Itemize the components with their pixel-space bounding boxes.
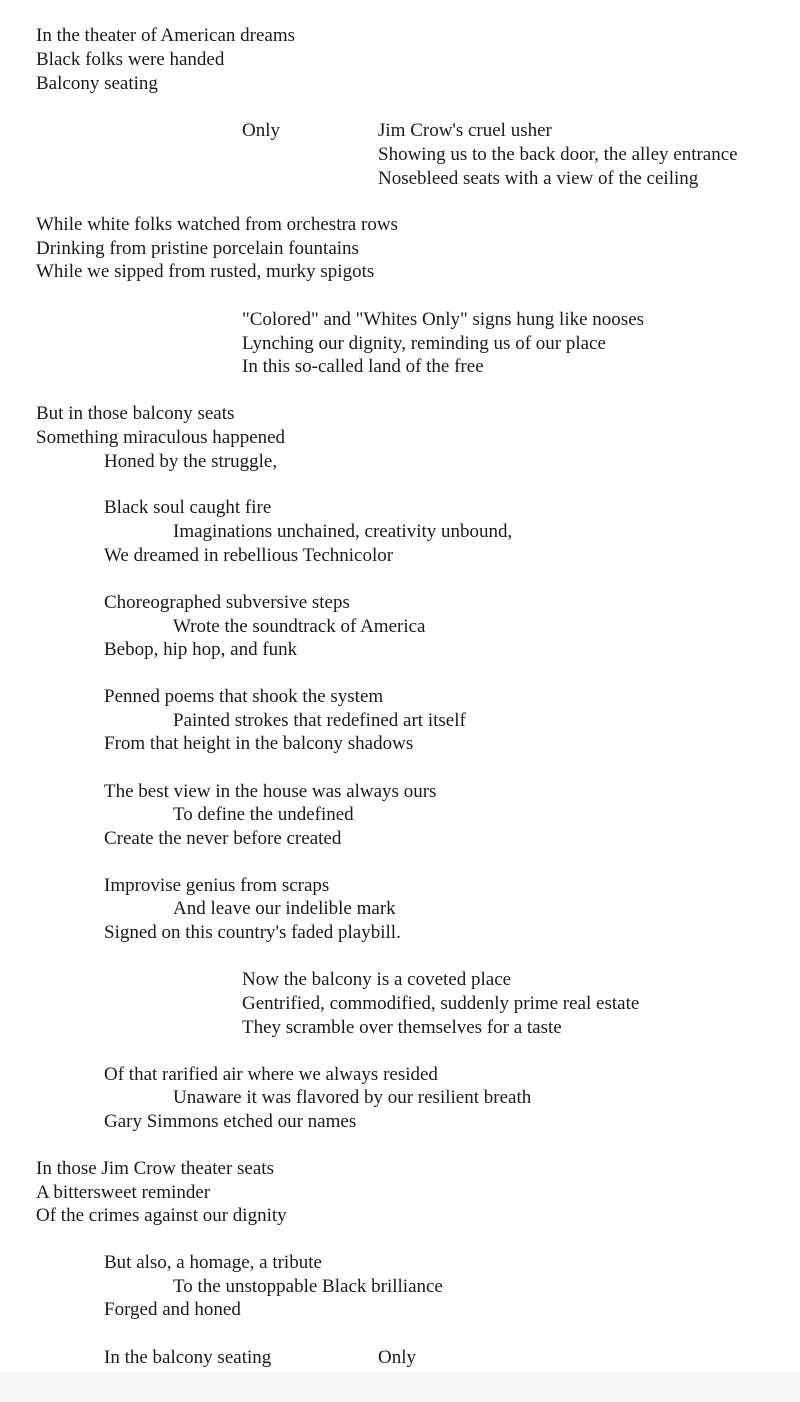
poem-line: Lynching our dignity, reminding us of our place [242,333,606,354]
poem-line: Signed on this country's faded playbill. [104,922,401,943]
poem-line: Nosebleed seats with a view of the ceiling [378,168,699,189]
poem-line: Forged and honed [104,1299,241,1320]
poem-line: To the unstoppable Black brilliance [173,1276,443,1297]
poem-line: Jim Crow's cruel usher [378,120,552,141]
poem-line: Black soul caught fire [104,497,272,518]
poem-line: Painted strokes that redefined art itself [173,710,466,731]
poem-line: Now the balcony is a coveted place [242,969,512,990]
poem-line: While we sipped from rusted, murky spigots [36,261,375,282]
poem-line: We dreamed in rebellious Technicolor [104,545,394,566]
poem-line: Showing us to the back door, the alley entrance [378,144,738,165]
poem-line: Imaginations unchained, creativity unbound, [173,521,513,542]
poem-line: "Colored" and "Whites Only" signs hung like nooses [242,309,645,330]
poem-line: A bittersweet reminder [36,1182,211,1203]
poem-line: Gary Simmons etched our names [104,1111,357,1132]
poem-line: Bebop, hip hop, and funk [104,639,298,660]
poem-line: Honed by the struggle, [104,451,278,472]
poem-line: Drinking from pristine porcelain fountains [36,238,359,259]
poem-line: Wrote the soundtrack of America [173,616,426,637]
page-bottom-edge [0,1372,800,1402]
poem-line: And leave our indelible mark [173,898,396,919]
poem-line: They scramble over themselves for a taste [242,1017,562,1038]
poem-line: But also, a homage, a tribute [104,1252,322,1273]
poem-line: From that height in the balcony shadows [104,733,414,754]
poem-line: Gentrified, commodified, suddenly prime real estate [242,993,640,1014]
poem-line: But in those balcony seats [36,403,235,424]
poem-line: Balcony seating [36,73,158,94]
poem-line: Choreographed subversive steps [104,592,350,613]
poem-line: Of the crimes against our dignity [36,1205,287,1226]
poem-line: In those Jim Crow theater seats [36,1158,274,1179]
poem-line: Improvise genius from scraps [104,875,330,896]
top-edge [0,0,800,6]
poem-line: In this so-called land of the free [242,356,484,377]
poem-line: Black folks were handed [36,49,225,70]
poem-line: Create the never before created [104,828,342,849]
poem-line: Unaware it was flavored by our resilient breath [173,1087,532,1108]
poem-word-only: Only [378,1347,416,1368]
poem-line: In the balcony seating [104,1347,272,1368]
poem-line: Penned poems that shook the system [104,686,384,707]
poem-line: Of that rarified air where we always resided [104,1064,438,1085]
poem-line: Something miraculous happened [36,427,286,448]
poem-word-only: Only [242,120,280,141]
poem-line: In the theater of American dreams [36,25,296,46]
poem-line: To define the undefined [173,804,354,825]
poem-line: The best view in the house was always ours [104,781,437,802]
poem-line: While white folks watched from orchestra rows [36,214,398,235]
